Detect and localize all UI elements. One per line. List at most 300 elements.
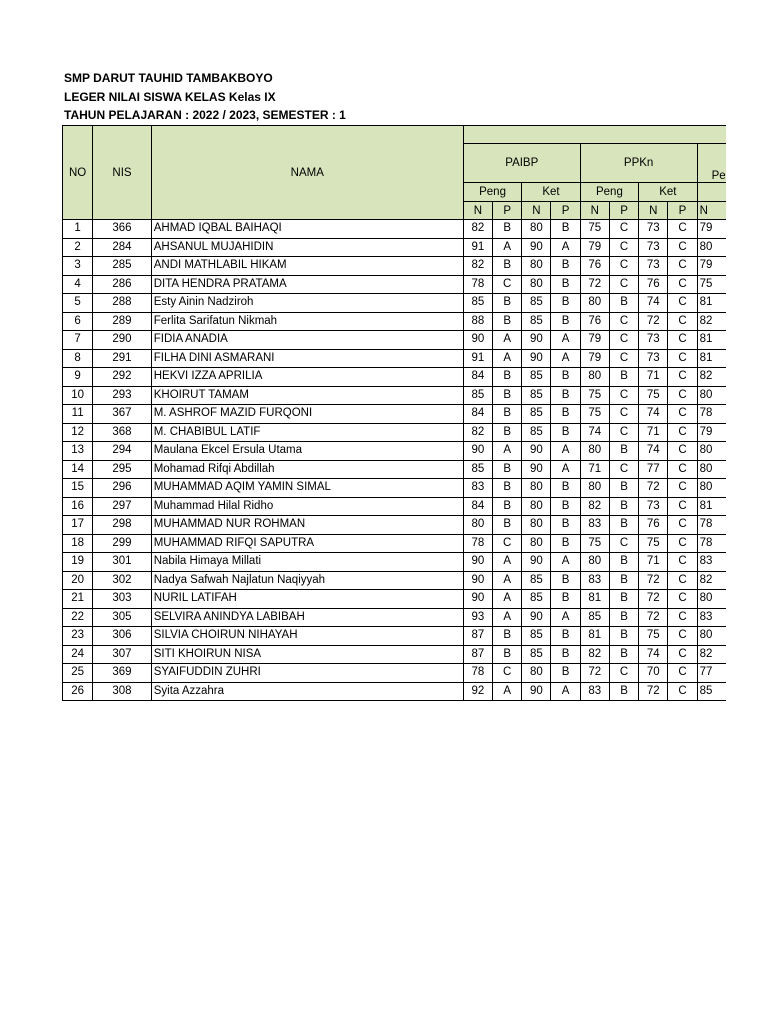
- ppkn-ket-n-cell: 72: [639, 571, 668, 590]
- paibp-peng-n-cell: 84: [463, 405, 492, 424]
- ppkn-peng-p: P: [609, 202, 638, 220]
- grade-table-body: [63, 220, 727, 701]
- next-peng-n-cell: 85: [697, 682, 726, 701]
- paibp-ket-p-cell: B: [551, 571, 580, 590]
- ppkn-ket-n-cell: 73: [639, 220, 668, 239]
- next-peng-n-cell: 82: [697, 571, 726, 590]
- ppkn-ket-p-cell: C: [668, 497, 697, 516]
- col-header-nis: NIS: [93, 126, 151, 220]
- paibp-ket-n-cell: 80: [522, 534, 551, 553]
- ppkn-peng-p-cell: C: [609, 257, 638, 276]
- paibp-peng-n-cell: 78: [463, 275, 492, 294]
- row-nis-cell: 366: [93, 220, 151, 239]
- student-name-cell: DITA HENDRA PRATAMA: [151, 275, 463, 294]
- paibp-peng-p-cell: C: [493, 275, 522, 294]
- paibp-ket-n-cell: 80: [522, 220, 551, 239]
- paibp-ket-n-cell: 90: [522, 608, 551, 627]
- col-header-no: NO: [63, 126, 93, 220]
- paibp-ket-n-cell: 85: [522, 645, 551, 664]
- ppkn-peng-n-cell: 80: [580, 294, 609, 313]
- student-name-cell: MUHAMMAD AQIM YAMIN SIMAL: [151, 479, 463, 498]
- paibp-ket-n-cell: 90: [522, 682, 551, 701]
- ppkn-ket-n-cell: 71: [639, 553, 668, 572]
- table-row: [63, 553, 727, 572]
- document-header: [64, 69, 346, 125]
- row-nis-cell: 298: [93, 516, 151, 535]
- student-name-cell: MUHAMMAD NUR ROHMAN: [151, 516, 463, 535]
- ppkn-ket-p-cell: C: [668, 664, 697, 683]
- table-row: [63, 645, 727, 664]
- student-name-cell: SILVIA CHOIRUN NIHAYAH: [151, 627, 463, 646]
- paibp-ket-n-cell: 80: [522, 275, 551, 294]
- row-no-cell: 18: [63, 534, 93, 553]
- ppkn-ket-p-cell: C: [668, 349, 697, 368]
- ppkn-peng: Peng: [580, 183, 638, 202]
- student-name-cell: Mohamad Rifqi Abdillah: [151, 460, 463, 479]
- ppkn-ket-n-cell: 72: [639, 682, 668, 701]
- row-nis-cell: 289: [93, 312, 151, 331]
- paibp-peng-n-cell: 84: [463, 497, 492, 516]
- paibp-peng-p-cell: B: [493, 516, 522, 535]
- ppkn-ket-n-cell: 74: [639, 405, 668, 424]
- paibp-ket-p-cell: B: [551, 423, 580, 442]
- paibp-ket: Ket: [522, 183, 580, 202]
- row-nis-cell: 297: [93, 497, 151, 516]
- ppkn-ket-n-cell: 72: [639, 312, 668, 331]
- paibp-ket-p-cell: B: [551, 479, 580, 498]
- paibp-peng-n: N: [463, 202, 492, 220]
- table-row: [63, 460, 727, 479]
- grade-table-viewport: [62, 125, 726, 705]
- ppkn-peng-n-cell: 81: [580, 627, 609, 646]
- paibp-peng-n-cell: 80: [463, 516, 492, 535]
- next-peng-n-cell: 83: [697, 553, 726, 572]
- paibp-peng-n-cell: 90: [463, 553, 492, 572]
- row-nis-cell: 305: [93, 608, 151, 627]
- ppkn-peng-n: N: [580, 202, 609, 220]
- document-title: LEGER NILAI SISWA KELAS Kelas IX: [64, 89, 276, 104]
- row-nis-cell: 303: [93, 590, 151, 609]
- paibp-peng-p-cell: A: [493, 682, 522, 701]
- paibp-peng-n-cell: 87: [463, 645, 492, 664]
- ppkn-peng-p-cell: B: [609, 368, 638, 387]
- next-peng-header: [697, 183, 726, 202]
- paibp-ket-p-cell: B: [551, 405, 580, 424]
- ppkn-peng-p-cell: C: [609, 534, 638, 553]
- paibp-ket-n-cell: 80: [522, 516, 551, 535]
- ppkn-peng-n-cell: 79: [580, 331, 609, 350]
- table-row: [63, 534, 727, 553]
- ppkn-peng-p-cell: B: [609, 590, 638, 609]
- paibp-ket-p-cell: A: [551, 331, 580, 350]
- ppkn-ket-p-cell: C: [668, 386, 697, 405]
- student-name-cell: AHSANUL MUJAHIDIN: [151, 238, 463, 257]
- row-no-cell: 19: [63, 553, 93, 572]
- ppkn-ket-n-cell: 76: [639, 516, 668, 535]
- ppkn-ket-n-cell: 72: [639, 479, 668, 498]
- ppkn-ket-n-cell: 73: [639, 497, 668, 516]
- table-row: [63, 682, 727, 701]
- next-peng-n-cell: 80: [697, 627, 726, 646]
- next-peng-n-cell: 79: [697, 220, 726, 239]
- ppkn-peng-p-cell: B: [609, 442, 638, 461]
- ppkn-ket-n-cell: 77: [639, 460, 668, 479]
- ppkn-peng-p-cell: C: [609, 386, 638, 405]
- ppkn-ket-p-cell: C: [668, 423, 697, 442]
- grade-table: [62, 125, 726, 701]
- ppkn-peng-n-cell: 83: [580, 516, 609, 535]
- paibp-ket-n-cell: 80: [522, 497, 551, 516]
- table-row: [63, 294, 727, 313]
- student-name-cell: Maulana Ekcel Ersula Utama: [151, 442, 463, 461]
- paibp-peng-p-cell: B: [493, 312, 522, 331]
- student-name-cell: HEKVI IZZA APRILIA: [151, 368, 463, 387]
- paibp-peng-p-cell: A: [493, 442, 522, 461]
- next-peng-n: N: [697, 202, 726, 220]
- paibp-ket-n-cell: 85: [522, 294, 551, 313]
- row-no-cell: 3: [63, 257, 93, 276]
- table-row: [63, 386, 727, 405]
- row-nis-cell: 284: [93, 238, 151, 257]
- row-no-cell: 24: [63, 645, 93, 664]
- table-row: [63, 664, 727, 683]
- table-row: [63, 479, 727, 498]
- ppkn-ket-p-cell: C: [668, 460, 697, 479]
- row-nis-cell: 369: [93, 664, 151, 683]
- next-peng-n-cell: 80: [697, 238, 726, 257]
- subject-ppkn: PPKn: [580, 144, 697, 183]
- table-row: [63, 312, 727, 331]
- paibp-ket-p-cell: B: [551, 534, 580, 553]
- row-nis-cell: 288: [93, 294, 151, 313]
- ppkn-ket: Ket: [639, 183, 697, 202]
- ppkn-ket-p-cell: C: [668, 682, 697, 701]
- student-name-cell: Nadya Safwah Najlatun Naqiyyah: [151, 571, 463, 590]
- ppkn-peng-p-cell: B: [609, 479, 638, 498]
- ppkn-ket-p-cell: C: [668, 238, 697, 257]
- student-name-cell: MUHAMMAD RIFQI SAPUTRA: [151, 534, 463, 553]
- ppkn-peng-p-cell: C: [609, 349, 638, 368]
- student-name-cell: M. CHABIBUL LATIF: [151, 423, 463, 442]
- next-peng-n-cell: 78: [697, 405, 726, 424]
- paibp-ket-n-cell: 90: [522, 349, 551, 368]
- next-peng-n-cell: 75: [697, 275, 726, 294]
- paibp-ket-p-cell: B: [551, 590, 580, 609]
- paibp-ket-n-cell: 90: [522, 331, 551, 350]
- next-peng-n-cell: 78: [697, 534, 726, 553]
- row-no-cell: 7: [63, 331, 93, 350]
- ppkn-peng-n-cell: 83: [580, 682, 609, 701]
- next-peng-n-cell: 82: [697, 645, 726, 664]
- table-row: [63, 257, 727, 276]
- row-no-cell: 15: [63, 479, 93, 498]
- ppkn-ket-p-cell: C: [668, 645, 697, 664]
- row-nis-cell: 294: [93, 442, 151, 461]
- paibp-ket-n-cell: 90: [522, 238, 551, 257]
- paibp-ket-n-cell: 85: [522, 590, 551, 609]
- paibp-ket-p-cell: B: [551, 312, 580, 331]
- ppkn-peng-p-cell: B: [609, 627, 638, 646]
- row-nis-cell: 306: [93, 627, 151, 646]
- paibp-peng-p-cell: B: [493, 645, 522, 664]
- ppkn-ket-n-cell: 73: [639, 257, 668, 276]
- ppkn-ket-n-cell: 74: [639, 645, 668, 664]
- row-no-cell: 2: [63, 238, 93, 257]
- paibp-ket-p-cell: A: [551, 553, 580, 572]
- table-row: [63, 405, 727, 424]
- paibp-peng-n-cell: 78: [463, 664, 492, 683]
- student-name-cell: M. ASHROF MAZID FURQONI: [151, 405, 463, 424]
- row-no-cell: 1: [63, 220, 93, 239]
- row-no-cell: 25: [63, 664, 93, 683]
- paibp-ket-p-cell: B: [551, 664, 580, 683]
- paibp-peng-p-cell: B: [493, 423, 522, 442]
- student-name-cell: NURIL LATIFAH: [151, 590, 463, 609]
- paibp-peng-n-cell: 82: [463, 257, 492, 276]
- paibp-ket-n-cell: 85: [522, 386, 551, 405]
- paibp-peng-p-cell: A: [493, 553, 522, 572]
- paibp-ket-n-cell: 85: [522, 627, 551, 646]
- ppkn-peng-n-cell: 75: [580, 534, 609, 553]
- table-row: [63, 516, 727, 535]
- paibp-peng-n-cell: 82: [463, 220, 492, 239]
- paibp-peng-n-cell: 85: [463, 460, 492, 479]
- paibp-peng-p-cell: B: [493, 257, 522, 276]
- next-peng-n-cell: 80: [697, 460, 726, 479]
- table-row: [63, 331, 727, 350]
- ppkn-ket-n-cell: 72: [639, 608, 668, 627]
- row-nis-cell: 307: [93, 645, 151, 664]
- paibp-ket-p-cell: A: [551, 349, 580, 368]
- ppkn-peng-p-cell: B: [609, 571, 638, 590]
- paibp-ket-n-cell: 85: [522, 423, 551, 442]
- paibp-ket-p: P: [551, 202, 580, 220]
- paibp-ket-n-cell: 80: [522, 479, 551, 498]
- student-name-cell: SITI KHOIRUN NISA: [151, 645, 463, 664]
- row-no-cell: 23: [63, 627, 93, 646]
- table-row: [63, 368, 727, 387]
- row-nis-cell: 368: [93, 423, 151, 442]
- paibp-peng-p-cell: B: [493, 220, 522, 239]
- table-row: [63, 627, 727, 646]
- paibp-ket-n-cell: 85: [522, 571, 551, 590]
- paibp-peng-p-cell: B: [493, 460, 522, 479]
- ppkn-peng-n-cell: 72: [580, 275, 609, 294]
- ppkn-peng-n-cell: 79: [580, 349, 609, 368]
- ppkn-peng-n-cell: 76: [580, 312, 609, 331]
- ppkn-peng-p-cell: C: [609, 460, 638, 479]
- table-row: [63, 275, 727, 294]
- subject-next: Pe: [697, 144, 726, 183]
- student-name-cell: AHMAD IQBAL BAIHAQI: [151, 220, 463, 239]
- row-no-cell: 5: [63, 294, 93, 313]
- ppkn-peng-p-cell: B: [609, 516, 638, 535]
- ppkn-ket-p-cell: C: [668, 516, 697, 535]
- student-name-cell: KHOIRUT TAMAM: [151, 386, 463, 405]
- student-name-cell: Syita Azzahra: [151, 682, 463, 701]
- ppkn-ket-n-cell: 75: [639, 627, 668, 646]
- row-nis-cell: 302: [93, 571, 151, 590]
- paibp-ket-p-cell: B: [551, 275, 580, 294]
- next-peng-n-cell: 83: [697, 608, 726, 627]
- row-nis-cell: 295: [93, 460, 151, 479]
- paibp-peng-p-cell: B: [493, 386, 522, 405]
- paibp-ket-p-cell: B: [551, 645, 580, 664]
- ppkn-ket-n-cell: 75: [639, 534, 668, 553]
- student-name-cell: SYAIFUDDIN ZUHRI: [151, 664, 463, 683]
- row-no-cell: 17: [63, 516, 93, 535]
- paibp-ket-n-cell: 90: [522, 442, 551, 461]
- next-peng-n-cell: 79: [697, 257, 726, 276]
- next-peng-n-cell: 78: [697, 516, 726, 535]
- ppkn-peng-p-cell: B: [609, 553, 638, 572]
- table-row: [63, 590, 727, 609]
- paibp-peng-p-cell: A: [493, 331, 522, 350]
- subject-paibp: PAIBP: [463, 144, 580, 183]
- ppkn-peng-n-cell: 80: [580, 479, 609, 498]
- paibp-peng-n-cell: 90: [463, 571, 492, 590]
- ppkn-ket-p: P: [668, 202, 697, 220]
- ppkn-peng-p-cell: C: [609, 275, 638, 294]
- table-row: [63, 220, 727, 239]
- next-peng-n-cell: 80: [697, 590, 726, 609]
- row-no-cell: 13: [63, 442, 93, 461]
- table-row: [63, 571, 727, 590]
- paibp-ket-p-cell: A: [551, 682, 580, 701]
- ppkn-ket-p-cell: C: [668, 294, 697, 313]
- ppkn-ket-n: N: [639, 202, 668, 220]
- paibp-peng-p-cell: B: [493, 497, 522, 516]
- table-row: [63, 442, 727, 461]
- row-no-cell: 16: [63, 497, 93, 516]
- paibp-peng-p-cell: B: [493, 405, 522, 424]
- paibp-ket-p-cell: B: [551, 627, 580, 646]
- paibp-peng-n-cell: 93: [463, 608, 492, 627]
- row-no-cell: 12: [63, 423, 93, 442]
- row-no-cell: 10: [63, 386, 93, 405]
- paibp-peng-n-cell: 84: [463, 368, 492, 387]
- next-peng-n-cell: 82: [697, 312, 726, 331]
- paibp-ket-n-cell: 85: [522, 405, 551, 424]
- paibp-peng-p-cell: B: [493, 294, 522, 313]
- student-name-cell: FILHA DINI ASMARANI: [151, 349, 463, 368]
- next-peng-n-cell: 80: [697, 479, 726, 498]
- ppkn-peng-p-cell: B: [609, 608, 638, 627]
- student-name-cell: SELVIRA ANINDYA LABIBAH: [151, 608, 463, 627]
- ppkn-ket-p-cell: C: [668, 275, 697, 294]
- next-peng-n-cell: 81: [697, 294, 726, 313]
- table-row: [63, 497, 727, 516]
- paibp-peng-n-cell: 85: [463, 294, 492, 313]
- paibp-ket-p-cell: A: [551, 460, 580, 479]
- paibp-peng-p-cell: B: [493, 368, 522, 387]
- row-no-cell: 9: [63, 368, 93, 387]
- paibp-peng-n-cell: 82: [463, 423, 492, 442]
- row-nis-cell: 285: [93, 257, 151, 276]
- paibp-ket-p-cell: A: [551, 608, 580, 627]
- ppkn-ket-p-cell: C: [668, 479, 697, 498]
- paibp-peng-n-cell: 78: [463, 534, 492, 553]
- row-nis-cell: 308: [93, 682, 151, 701]
- student-name-cell: Esty Ainin Nadziroh: [151, 294, 463, 313]
- paibp-peng-n-cell: 83: [463, 479, 492, 498]
- paibp-ket-n: N: [522, 202, 551, 220]
- row-nis-cell: 367: [93, 405, 151, 424]
- ppkn-peng-p-cell: C: [609, 312, 638, 331]
- next-peng-n-cell: 77: [697, 664, 726, 683]
- row-nis-cell: 296: [93, 479, 151, 498]
- paibp-ket-p-cell: B: [551, 220, 580, 239]
- ppkn-ket-p-cell: C: [668, 553, 697, 572]
- row-no-cell: 22: [63, 608, 93, 627]
- table-row: [63, 238, 727, 257]
- paibp-peng-p-cell: B: [493, 627, 522, 646]
- paibp-ket-p-cell: B: [551, 497, 580, 516]
- ppkn-peng-p-cell: C: [609, 331, 638, 350]
- next-peng-n-cell: 80: [697, 386, 726, 405]
- ppkn-peng-n-cell: 75: [580, 220, 609, 239]
- table-row: [63, 608, 727, 627]
- ppkn-peng-p-cell: B: [609, 645, 638, 664]
- paibp-ket-n-cell: 85: [522, 312, 551, 331]
- paibp-ket-n-cell: 80: [522, 664, 551, 683]
- paibp-peng-n-cell: 88: [463, 312, 492, 331]
- academic-year: TAHUN PELAJARAN : 2022 / 2023, SEMESTER : 1: [64, 108, 346, 122]
- paibp-peng-n-cell: 90: [463, 331, 492, 350]
- ppkn-ket-p-cell: C: [668, 608, 697, 627]
- ppkn-ket-p-cell: C: [668, 331, 697, 350]
- ppkn-peng-p-cell: C: [609, 405, 638, 424]
- row-no-cell: 4: [63, 275, 93, 294]
- paibp-peng-p-cell: A: [493, 608, 522, 627]
- row-nis-cell: 292: [93, 368, 151, 387]
- col-header-nama: NAMA: [151, 126, 463, 220]
- ppkn-peng-n-cell: 75: [580, 386, 609, 405]
- ppkn-ket-p-cell: C: [668, 534, 697, 553]
- ppkn-peng-n-cell: 82: [580, 645, 609, 664]
- paibp-peng-n-cell: 92: [463, 682, 492, 701]
- row-nis-cell: 299: [93, 534, 151, 553]
- ppkn-ket-n-cell: 73: [639, 349, 668, 368]
- row-nis-cell: 291: [93, 349, 151, 368]
- ppkn-ket-n-cell: 72: [639, 590, 668, 609]
- ppkn-ket-n-cell: 73: [639, 238, 668, 257]
- ppkn-peng-n-cell: 71: [580, 460, 609, 479]
- paibp-ket-p-cell: B: [551, 516, 580, 535]
- ppkn-peng-n-cell: 82: [580, 497, 609, 516]
- ppkn-ket-n-cell: 71: [639, 368, 668, 387]
- ppkn-peng-n-cell: 76: [580, 257, 609, 276]
- paibp-ket-p-cell: B: [551, 368, 580, 387]
- ppkn-ket-p-cell: C: [668, 220, 697, 239]
- ppkn-peng-n-cell: 80: [580, 553, 609, 572]
- row-nis-cell: 293: [93, 386, 151, 405]
- paibp-peng-n-cell: 90: [463, 442, 492, 461]
- ppkn-ket-p-cell: C: [668, 257, 697, 276]
- paibp-ket-p-cell: A: [551, 238, 580, 257]
- ppkn-peng-p-cell: C: [609, 664, 638, 683]
- paibp-ket-n-cell: 90: [522, 553, 551, 572]
- ppkn-ket-n-cell: 75: [639, 386, 668, 405]
- row-nis-cell: 286: [93, 275, 151, 294]
- paibp-ket-n-cell: 85: [522, 368, 551, 387]
- paibp-peng-p-cell: C: [493, 534, 522, 553]
- paibp-peng-p-cell: A: [493, 349, 522, 368]
- paibp-ket-n-cell: 90: [522, 460, 551, 479]
- ppkn-ket-p-cell: C: [668, 312, 697, 331]
- table-row: [63, 423, 727, 442]
- row-no-cell: 11: [63, 405, 93, 424]
